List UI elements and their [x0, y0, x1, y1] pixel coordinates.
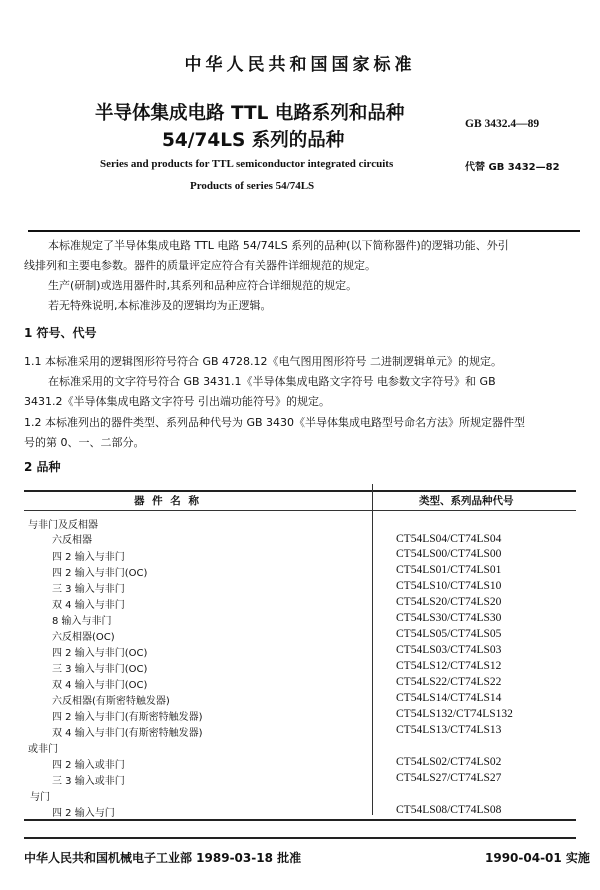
intro-p1-line2: 线排列和主要电参数。器件的质量评定应符合有关器件详细规范的规定。	[24, 259, 376, 272]
table-row-code: CT54LS20/CT74LS20	[396, 596, 502, 608]
table-row-code: CT54LS12/CT74LS12	[396, 660, 502, 672]
col-header-device-name: 器 件 名 称	[134, 495, 201, 507]
table-row-name: 四 2 输入与非门(OC)	[52, 568, 148, 579]
table-row-code: CT54LS08/CT74LS08	[396, 804, 502, 816]
english-title-line-1: Series and products for TTL semiconductor integrated circuits	[100, 158, 394, 170]
table-row-name: 与门	[30, 792, 50, 803]
table-row-code: CT54LS14/CT74LS14	[396, 692, 502, 704]
intro-p3: 若无特殊说明,本标准涉及的逻辑均为正逻辑。	[48, 299, 272, 312]
section-2-heading: 2 品种	[24, 460, 61, 474]
table-row-name: 双 4 输入与非门(有斯密特触发器)	[52, 728, 203, 739]
table-top-rule	[24, 490, 576, 492]
table-row-name: 六反相器	[52, 535, 92, 546]
section-1-heading: 1 符号、代号	[24, 326, 97, 340]
table-row-name: 六反相器(OC)	[52, 632, 115, 643]
table-row-name: 双 4 输入与非门	[52, 600, 125, 611]
table-row-name: 与非门及反相器	[28, 520, 98, 531]
column-divider	[372, 484, 373, 815]
english-title-line-2: Products of series 54/74LS	[190, 180, 315, 192]
table-bottom-rule	[24, 819, 576, 821]
table-row-code: CT54LS132/CT74LS132	[396, 708, 513, 720]
table-row-code: CT54LS10/CT74LS10	[396, 580, 502, 592]
table-row-name: 三 3 输入与非门	[52, 584, 125, 595]
table-row-name: 双 4 输入与非门(OC)	[52, 680, 148, 691]
section-1-1-line2: 在标准采用的文字符号符合 GB 3431.1《半导体集成电路文字符号 电参数文字符号》和 GB	[48, 375, 496, 388]
table-row-code: CT54LS05/CT74LS05	[396, 628, 502, 640]
table-row-name: 四 2 输入与非门(有斯密特触发器)	[52, 712, 203, 723]
implementation-date: 1990-04-01 实施	[485, 851, 590, 865]
table-row-name: 三 3 输入或非门	[52, 776, 125, 787]
table-row-name: 三 3 输入与非门(OC)	[52, 664, 148, 675]
national-standard-label: 中华人民共和国国家标准	[184, 55, 416, 75]
approval-date: 中华人民共和国机械电子工业部 1989-03-18 批准	[24, 851, 302, 865]
table-row-name: 8 输入与非门	[52, 616, 112, 627]
table-row-name: 或非门	[28, 744, 58, 755]
table-row-code: CT54LS01/CT74LS01	[396, 564, 502, 576]
table-row-code: CT54LS02/CT74LS02	[396, 756, 502, 768]
intro-p2: 生产(研制)或选用器件时,其系列和品种应符合详细规范的规定。	[48, 279, 358, 292]
table-row-code: CT54LS03/CT74LS03	[396, 644, 502, 656]
table-row-code: CT54LS30/CT74LS30	[396, 612, 502, 624]
section-1-2-line1: 1.2 本标准列出的器件类型、系列品种代号为 GB 3430《半导体集成电路型号命名方法》所规定器件型	[24, 416, 526, 429]
title-line-2: 54/74LS 系列的品种	[162, 130, 345, 151]
table-row-code: CT54LS13/CT74LS13	[396, 724, 502, 736]
col-header-type-code: 类型、系列品种代号	[419, 495, 514, 507]
intro-p1-line1: 本标准规定了半导体集成电路 TTL 电路 54/74LS 系列的品种(以下简称器件)的逻辑功能、外引	[48, 239, 509, 252]
table-row-code: CT54LS27/CT74LS27	[396, 772, 502, 784]
table-row-code: CT54LS04/CT74LS04	[396, 533, 502, 545]
title-line-1: 半导体集成电路 TTL 电路系列和品种	[95, 103, 405, 124]
header-bottom-rule	[24, 510, 576, 511]
table-row-name: 四 2 输入与非门	[52, 552, 125, 563]
table-row-name: 六反相器(有斯密特触发器)	[52, 696, 170, 707]
section-1-1-line1: 1.1 本标准采用的逻辑图形符号符合 GB 4728.12《电气图用图形符号 二进制逻辑单元》的规定。	[24, 355, 503, 368]
header-divider	[28, 230, 580, 232]
table-row-name: 四 2 输入或非门	[52, 760, 125, 771]
section-1-1-line3: 3431.2《半导体集成电路文字符号 引出端功能符号》的规定。	[24, 395, 330, 408]
replaces-standard: 代替 GB 3432—82	[465, 162, 560, 173]
table-row-code: CT54LS00/CT74LS00	[396, 548, 502, 560]
table-row-code: CT54LS22/CT74LS22	[396, 676, 502, 688]
table-row-name: 四 2 输入与非门(OC)	[52, 648, 148, 659]
standard-number: GB 3432.4—89	[465, 118, 540, 130]
table-row-name: 四 2 输入与门	[52, 808, 115, 819]
section-1-2-line2: 号的第 0、一、二部分。	[24, 436, 145, 449]
footer-divider	[24, 837, 576, 839]
